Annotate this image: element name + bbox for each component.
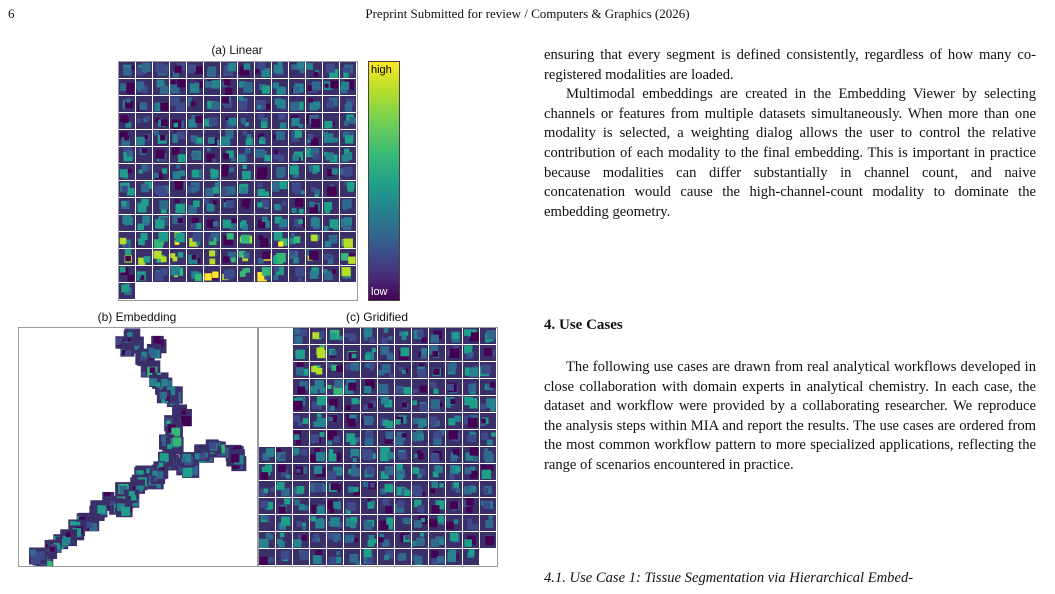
colorbar [368, 61, 400, 301]
linear-grid-image [119, 62, 357, 300]
colorbar-low-label: low [371, 286, 388, 298]
right-column-usecases [544, 358, 1036, 476]
panel-b-caption: (b) Embedding [97, 310, 177, 324]
panel-b-embedding [18, 327, 258, 567]
right-column-top [544, 46, 1036, 222]
running-head: Preprint Submitted for review / Computers & Graphics (2026) [365, 6, 690, 21]
panel-a-caption: (a) Linear [211, 43, 263, 57]
panel-c-gridified [258, 327, 498, 567]
subsection-heading: 4.1. Use Case 1: Tissue Segmentation via Hierarchical Embed- [544, 570, 914, 586]
gridified-image [259, 328, 497, 566]
embedding-image [19, 328, 257, 566]
right-column-subsection [544, 569, 1036, 589]
paragraph-continuation: ensuring that every segment is defined consistently, regardless of how many co-registered modalities are loaded. [544, 47, 1036, 83]
colorbar-high-label: high [371, 64, 392, 76]
page-number: 6 [8, 6, 15, 21]
panel-a-linear-grid [118, 61, 358, 301]
panel-c-caption: (c) Gridified [345, 310, 408, 324]
right-column-section [544, 316, 1036, 336]
section-heading: 4. Use Cases [544, 317, 623, 333]
paragraph-use-cases: The following use cases are drawn from real analytical workflows developed in close collaboration with domain experts in analytical chemistry. In each case, the dataset and workflow were provided by a collaborating researcher. We reproduce the analysis steps within MIA and report the results. The use cases are ordered from the most common workflow pattern to more specialized applications, reflecting the range of scenarios encountered in practice. [544, 359, 1036, 473]
page-header [0, 6, 1055, 24]
paragraph-multimodal: Multimodal embeddings are created in the Embedding Viewer by selecting channels or features from multiple datasets simultaneously. When more than one modality is selected, a weighting dialog allows the user to control the relative contribution of each modality to the final embedding. This is important in practice because modalities can differ substantially in channel count, and naive concatenation would cause the high-channel-count modality to dominate the embedding geometry. [544, 86, 1036, 220]
